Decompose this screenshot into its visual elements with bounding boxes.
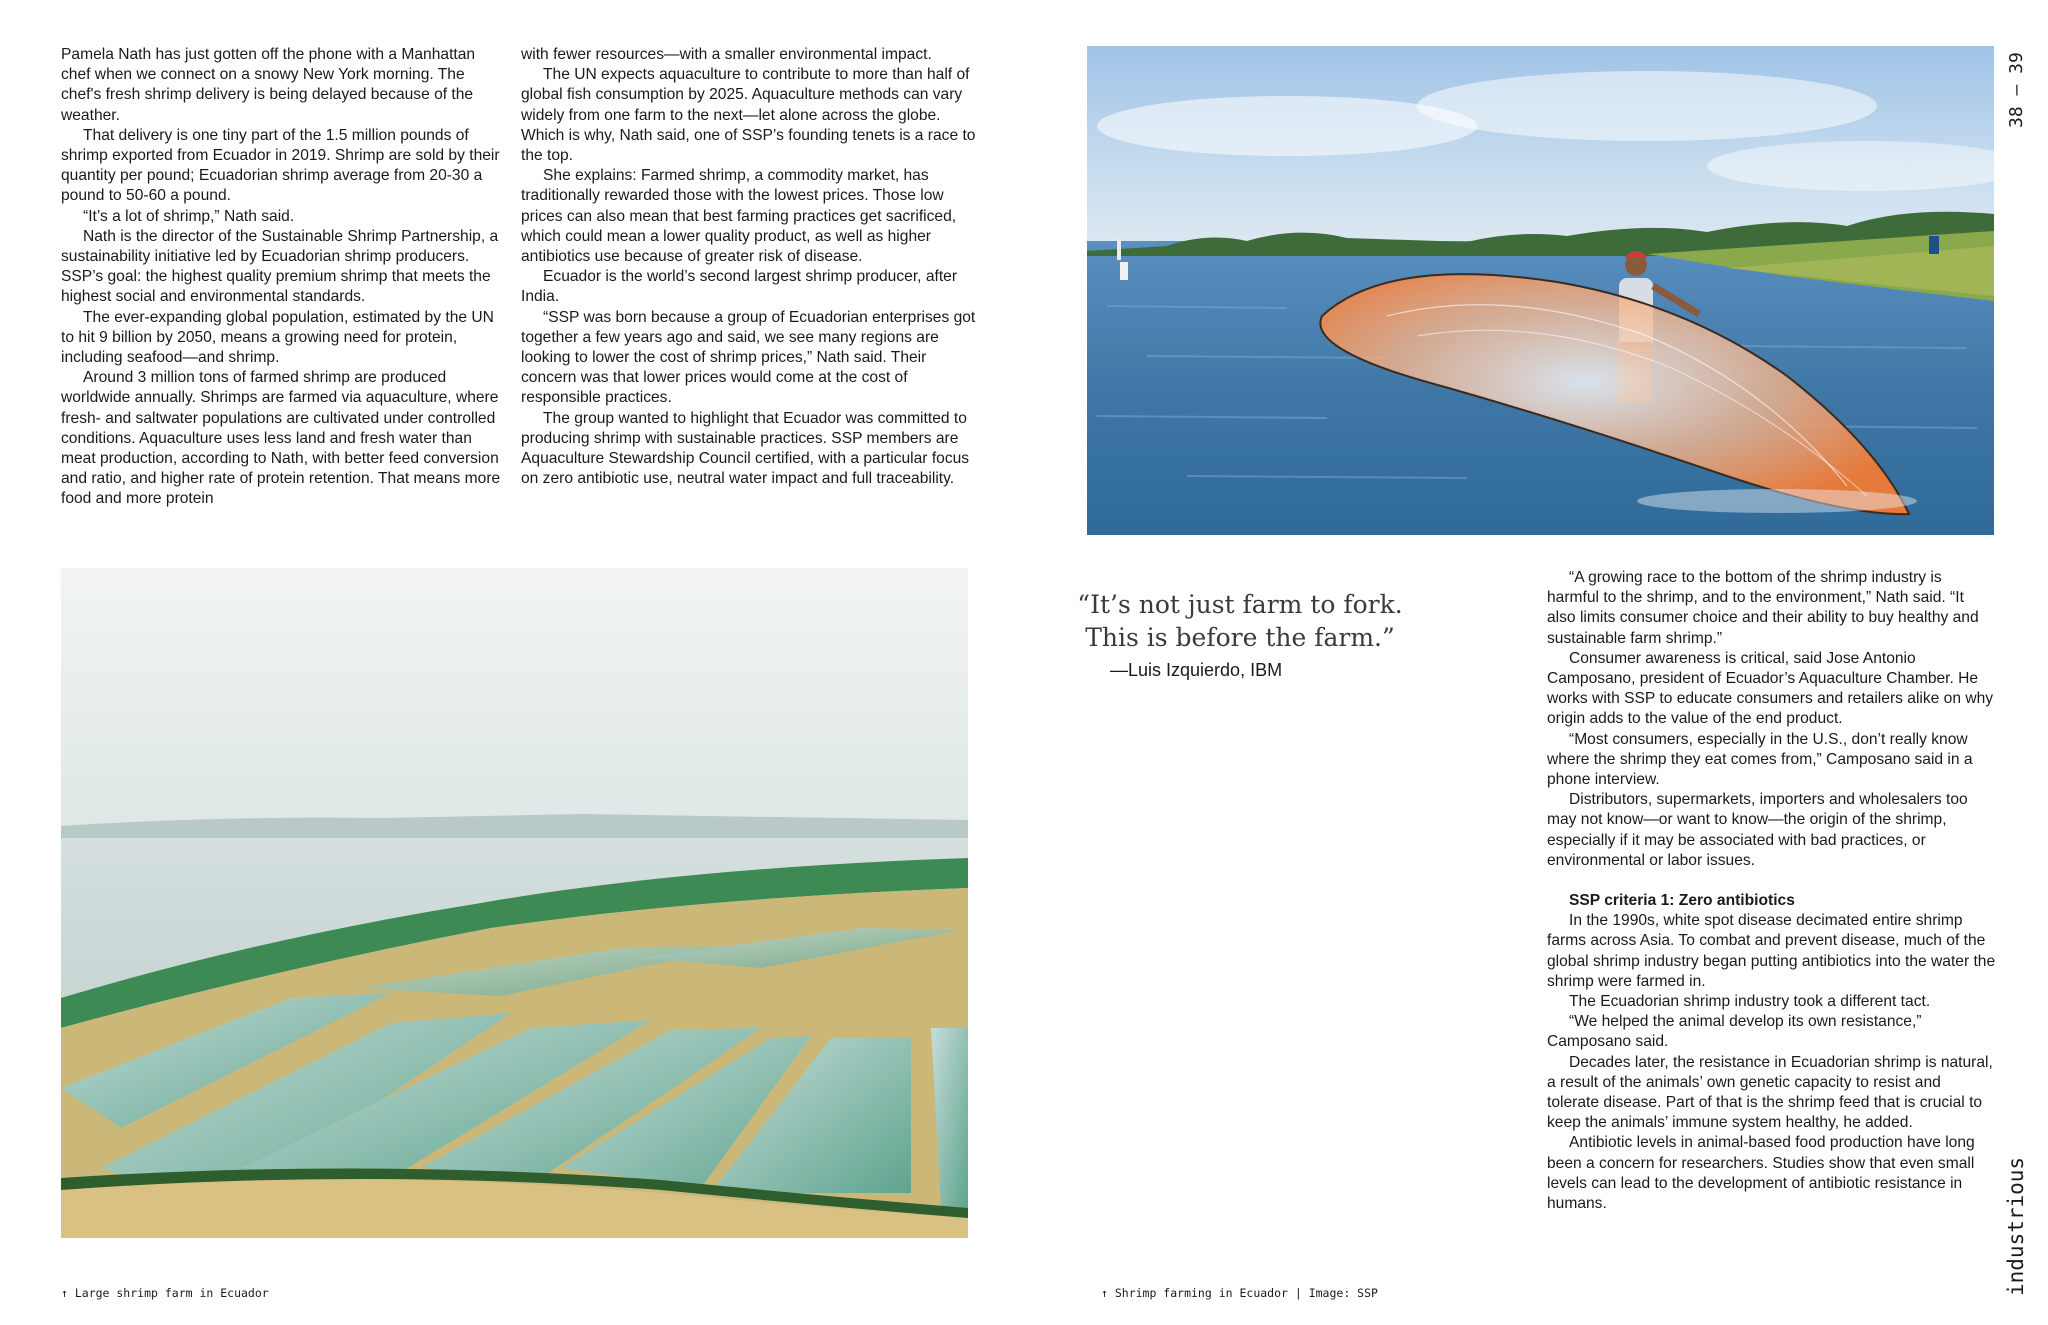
fisherman-net-photo	[1087, 46, 1994, 535]
pull-quote-line-2: This is before the farm.”	[1085, 623, 1395, 652]
pull-quote-attribution: —Luis Izquierdo, IBM	[1110, 660, 1283, 680]
paragraph: The Ecuadorian shrimp industry took a different tact.	[1569, 993, 1931, 1011]
paragraph: She explains: Farmed shrimp, a commodity market, has traditionally rewarded those with the lowest prices. Those low prices can also mean that best farming practices get sacrificed, which could mean a lower quality product, as well as higher antibiotics use because of greater risk of disease.	[521, 167, 957, 266]
right-photo-caption: ↑ Shrimp farming in Ecuador | Image: SSP	[1101, 1286, 1378, 1300]
section-heading: SSP criteria 1: Zero antibiotics	[1569, 892, 1795, 910]
paragraph: Around 3 million tons of farmed shrimp are produced worldwide annually. Shrimps are farmed via aquaculture, where fresh- and saltwater populations are cultivated under controlled conditions. Aquaculture uses less land and fresh water than meat production, according to Nath, with better feed conversion and ratio, and higher rate of protein retention. That means more food and more protein	[61, 369, 501, 508]
shrimp-farm-aerial-photo	[61, 568, 968, 1238]
article-column-2	[521, 45, 976, 489]
paragraph: Consumer awareness is critical, said Jose Antonio Camposano, president of Ecuador’s Aquaculture Chamber. He works with SSP to educate consumers and retailers alike on why origin adds to the value of the end product.	[1547, 649, 1994, 728]
page-numbers: 38 — 39	[2006, 52, 2027, 128]
paragraph: Ecuador is the world’s second largest shrimp producer, after India.	[521, 268, 958, 306]
paragraph: In the 1990s, white spot disease decimated entire shrimp farms across Asia. To combat and prevent disease, much of the global shrimp industry began putting antibiotics into the water the shrimp were farmed in.	[1547, 912, 1996, 990]
article-column-1	[61, 45, 508, 510]
paragraph: The ever-expanding global population, estimated by the UN to hit 9 billion by 2050, means a growing need for protein, including seafood—and shrimp.	[61, 308, 494, 367]
pull-quote-line-1: “It’s not just farm to fork.	[1077, 590, 1403, 619]
paragraph: “We helped the animal develop its own resistance,” Camposano said.	[1547, 1013, 1922, 1051]
paragraph: Pamela Nath has just gotten off the phone with a Manhattan chef when we connect on a snowy New York morning. The chef's fresh shrimp delivery is being delayed because of the weather.	[61, 46, 476, 124]
paragraph: Decades later, the resistance in Ecuadorian shrimp is natural, a result of the animals’ own genetic capacity to resist and tolerate disease. Part of that is the shrimp feed that is crucial to keep the animals’ immune system healthy, he added.	[1547, 1053, 1993, 1132]
magazine-name: industrious	[2004, 1156, 2028, 1296]
article-column-3	[1547, 568, 1996, 1214]
paragraph: That delivery is one tiny part of the 1.5 million pounds of shrimp exported from Ecuador in 2019. Shrimp are sold by their quantity per pound; Ecuadorian shrimp average from 20-30 a pound to 50-60 a pound.	[61, 126, 500, 205]
paragraph: Antibiotic levels in animal-based food production have long been a concern for researchers. Studies show that even small levels can lead to the development of antibiotic resistance in humans.	[1547, 1134, 1975, 1213]
paragraph: Nath is the director of the Sustainable Shrimp Partnership, a sustainability initiative led by Ecuadorian shrimp producers. SSP’s goal: the highest quality premium shrimp that meets the highest social and environmental standards.	[61, 227, 499, 306]
paragraph: with fewer resources—with a smaller environmental impact.	[521, 46, 932, 63]
paragraph: The UN expects aquaculture to contribute to more than half of global fish consumption by 2025. Aquaculture methods can vary widely from one farm to the next—let alone across the globe. Which is why, Nath said, one of SSP’s founding tenets is a race to the top.	[521, 66, 976, 165]
left-photo-caption: ↑ Large shrimp farm in Ecuador	[61, 1286, 269, 1300]
pull-quote	[1075, 588, 1405, 654]
paragraph: “It’s a lot of shrimp,” Nath said.	[83, 207, 295, 225]
paragraph: “Most consumers, especially in the U.S., don’t really know where the shrimp they eat comes from,” Camposano said in a phone interview.	[1547, 730, 1973, 789]
paragraph: “SSP was born because a group of Ecuadorian enterprises got together a few years ago and said, we see many regions are looking to lower the cost of shrimp prices,” Nath said. Their concern was that lower prices would come at the cost of responsible practices.	[521, 308, 976, 407]
paragraph: “A growing race to the bottom of the shrimp industry is harmful to the shrimp, and to the environment,” Nath said. “It also limits consumer choice and their ability to buy healthy and sustainable farm shrimp.”	[1547, 569, 1979, 647]
paragraph: Distributors, supermarkets, importers and wholesalers too may not know—or want to know—the origin of the shrimp, especially if it may be associated with bad practices, or environmental or labor issues.	[1547, 791, 1968, 869]
paragraph: The group wanted to highlight that Ecuador was committed to producing shrimp with sustainable practices. SSP members are Aquaculture Stewardship Council certified, with a particular focus on zero antibiotic use, neutral water impact and full traceability.	[521, 409, 970, 488]
